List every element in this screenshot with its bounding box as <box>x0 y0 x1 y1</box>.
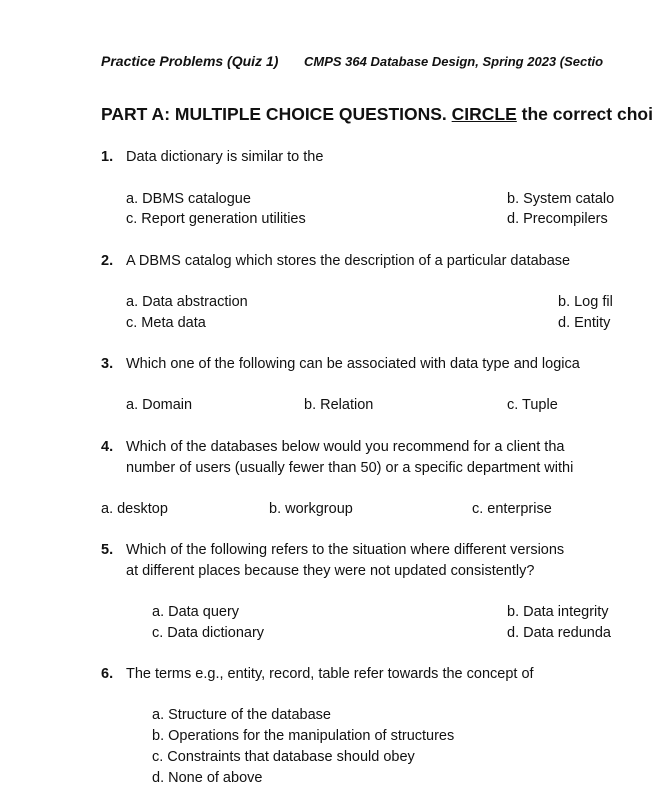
question-2-text: A DBMS catalog which stores the description of a particular database <box>126 253 571 269</box>
question-2-option-a[interactable]: a. Data abstraction <box>126 294 248 310</box>
question-6-number: 6. <box>101 666 114 682</box>
question-4-option-a[interactable]: a. desktop <box>101 501 168 517</box>
question-6-option-b[interactable]: b. Operations for the manipulation of structures <box>152 728 455 744</box>
header-course-right: CMPS 364 Database Design, Spring 2023 (Sectio <box>304 54 604 69</box>
question-1-text: Data dictionary is similar to the <box>126 149 324 165</box>
question-3-text: Which one of the following can be associated with data type and logica <box>126 356 580 372</box>
question-3-option-c[interactable]: c. Tuple <box>507 397 558 413</box>
question-1-option-d[interactable]: d. Precompilers <box>507 211 608 227</box>
question-6-option-a[interactable]: a. Structure of the database <box>152 707 331 723</box>
question-3-option-b[interactable]: b. Relation <box>304 397 374 413</box>
question-1-option-b[interactable]: b. System catalo <box>507 191 615 207</box>
question-6-text: The terms e.g., entity, record, table refer towards the concept of <box>126 666 534 682</box>
question-1-option-a[interactable]: a. DBMS catalogue <box>126 191 251 207</box>
question-2-option-b[interactable]: b. Log fil <box>558 294 613 310</box>
header-course-left: Practice Problems (Quiz 1) <box>101 53 279 69</box>
question-2-option-c[interactable]: c. Meta data <box>126 315 206 331</box>
question-3-option-a[interactable]: a. Domain <box>126 397 193 413</box>
question-6-option-c[interactable]: c. Constraints that database should obey <box>152 749 415 765</box>
part-a-emphasis: CIRCLE <box>451 104 517 124</box>
question-4-number: 4. <box>101 439 114 455</box>
question-4-option-c[interactable]: c. enterprise <box>472 501 552 517</box>
question-5-option-d[interactable]: d. Data redunda <box>507 625 611 641</box>
question-5-option-b[interactable]: b. Data integrity <box>507 604 609 620</box>
part-a-suffix: the correct choi <box>516 104 653 124</box>
question-6-option-d[interactable]: d. None of above <box>152 770 263 786</box>
question-5-number: 5. <box>101 542 114 558</box>
part-a-title <box>101 106 653 124</box>
question-5-text-line2: at different places because they were not updated consistently? <box>126 563 535 579</box>
question-1-number: 1. <box>101 149 114 165</box>
question-5-option-c[interactable]: c. Data dictionary <box>152 625 265 641</box>
question-4-option-b[interactable]: b. workgroup <box>269 501 353 517</box>
question-4-text-line1: Which of the databases below would you recommend for a client tha <box>126 439 565 455</box>
question-4-text-line2: number of users (usually fewer than 50) or a specific department withi <box>126 460 574 476</box>
question-3-number: 3. <box>101 356 114 372</box>
question-5-text-line1: Which of the following refers to the situation where different versions <box>126 542 565 558</box>
part-a-prefix: PART A: MULTIPLE CHOICE QUESTIONS. <box>101 104 452 124</box>
question-1-option-c[interactable]: c. Report generation utilities <box>126 211 306 227</box>
question-2-number: 2. <box>101 253 114 269</box>
question-5-option-a[interactable]: a. Data query <box>152 604 240 620</box>
question-2-option-d[interactable]: d. Entity <box>558 315 611 331</box>
